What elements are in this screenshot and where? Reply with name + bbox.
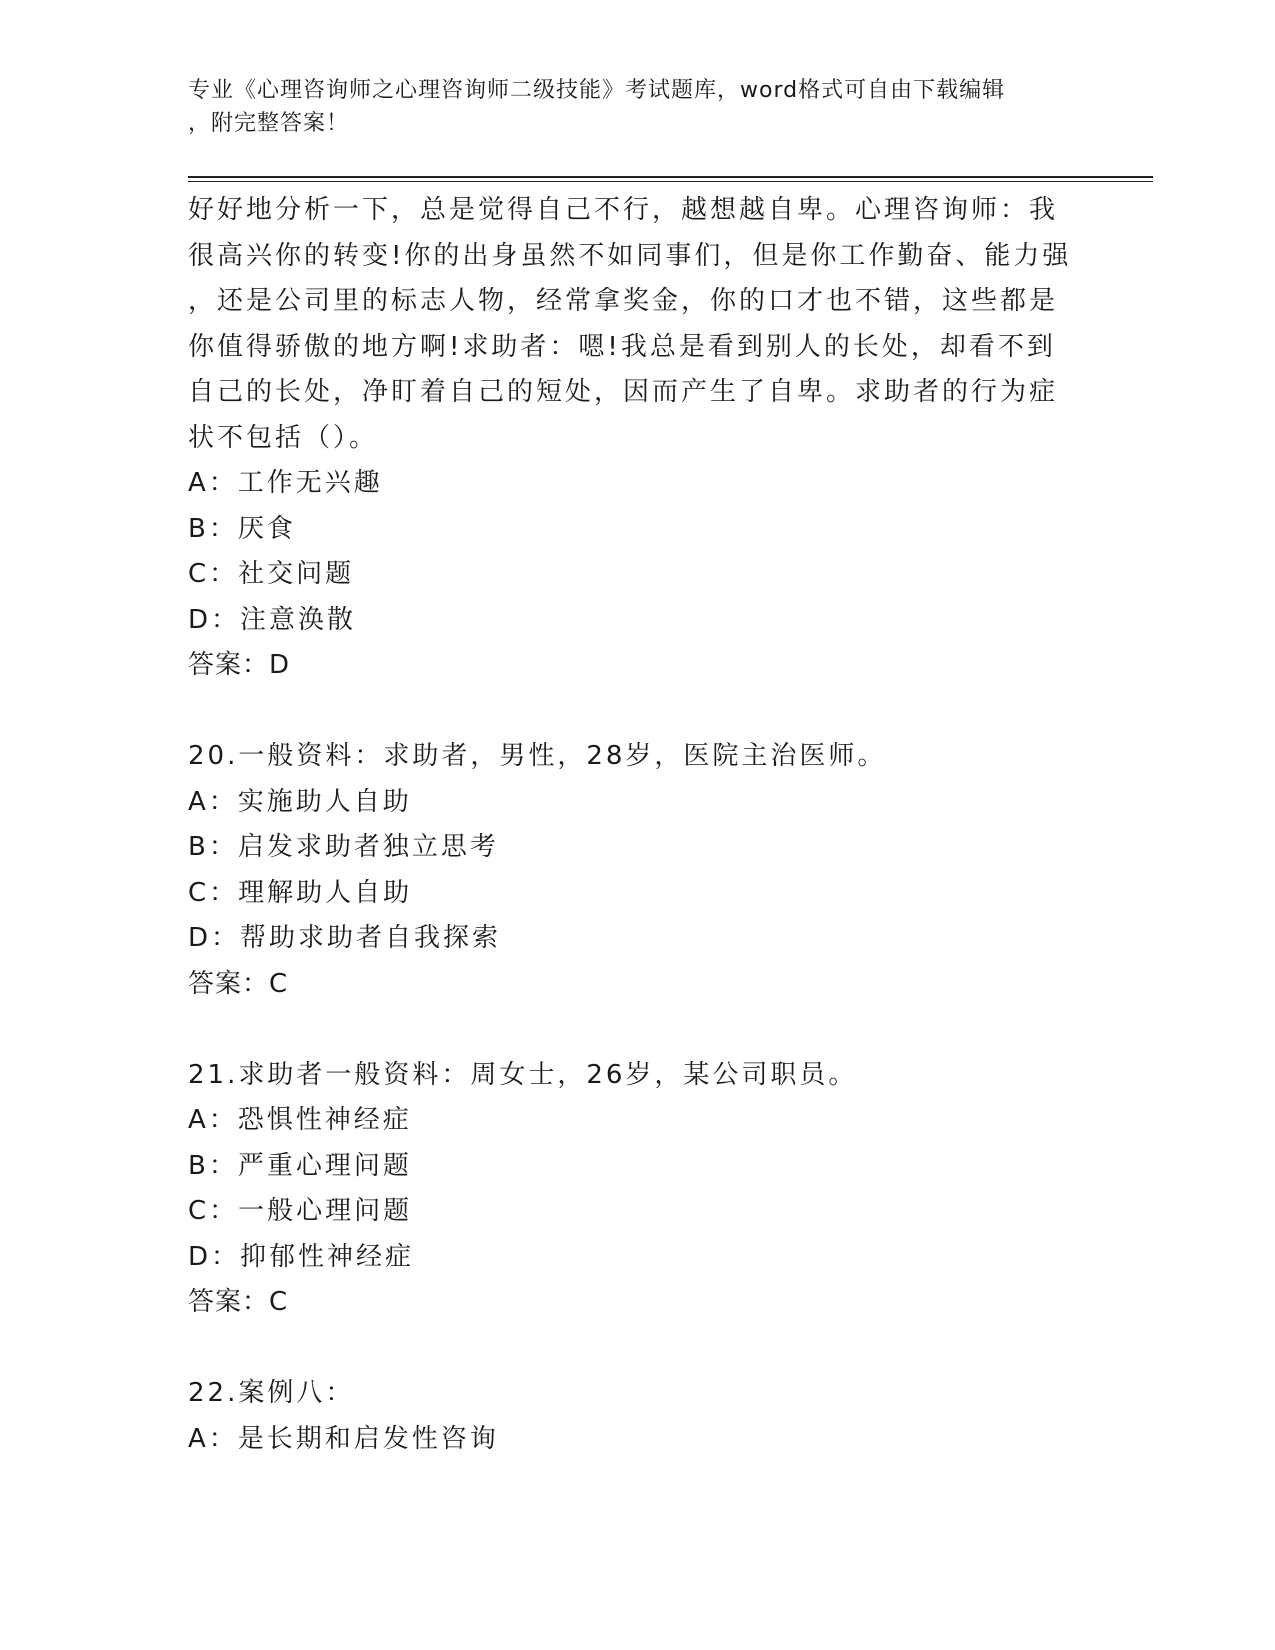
question-stem-line: 很高兴你的转变!你的出身虽然不如同事们，但是你工作勤奋、能力强 bbox=[188, 240, 1072, 271]
question-21 bbox=[188, 1053, 1078, 1326]
option-a: A：工作无兴趣 bbox=[188, 468, 383, 498]
option-a: A：实施助人自助 bbox=[188, 786, 412, 817]
spacer bbox=[188, 1326, 1078, 1372]
question-stem-line: 状不包括（）。 bbox=[188, 422, 379, 453]
document-header bbox=[188, 74, 1068, 140]
answer: 答案：D bbox=[188, 650, 291, 680]
header-title-line-2: ，附完整答案！ bbox=[188, 111, 350, 136]
question-stem: 22.案例八： bbox=[188, 1378, 355, 1408]
question-stem-line: 好好地分析一下，总是觉得自己不行，越想越自卑。心理咨询师：我 bbox=[188, 195, 1059, 225]
question-20 bbox=[188, 734, 1078, 1007]
header-divider-thick bbox=[188, 176, 1153, 178]
option-c: C：理解助人自助 bbox=[188, 877, 413, 908]
question-19 bbox=[188, 188, 1078, 689]
option-c: C：社交问题 bbox=[188, 559, 355, 589]
question-stem-line: ，还是公司里的标志人物，经常拿奖金，你的口才也不错，这些都是 bbox=[188, 286, 1059, 316]
option-a: A：是长期和启发性咨询 bbox=[188, 1423, 499, 1454]
spacer bbox=[188, 1007, 1078, 1053]
question-stem: 20.一般资料：求助者，男性，28岁，医院主治医师。 bbox=[188, 741, 887, 771]
question-22 bbox=[188, 1371, 1078, 1462]
question-stem: 21.求助者一般资料：周女士，26岁，某公司职员。 bbox=[188, 1059, 858, 1090]
header-divider-thin bbox=[188, 181, 1153, 182]
option-c: C：一般心理问题 bbox=[188, 1196, 413, 1226]
spacer bbox=[188, 689, 1078, 735]
option-b: B：严重心理问题 bbox=[188, 1150, 412, 1181]
answer: 答案：C bbox=[188, 968, 289, 999]
question-stem-line: 自己的长处，净盯着自己的短处，因而产生了自卑。求助者的行为症 bbox=[188, 377, 1059, 407]
option-b: B：启发求助者独立思考 bbox=[188, 832, 499, 862]
option-d: D：抑郁性神经症 bbox=[188, 1241, 415, 1272]
document-body bbox=[188, 188, 1078, 1462]
option-d: D：帮助求助者自我探索 bbox=[188, 923, 502, 953]
question-stem-line: 你值得骄傲的地方啊!求助者：嗯!我总是看到别人的长处，却看不到 bbox=[188, 331, 1056, 362]
option-d: D：注意涣散 bbox=[188, 604, 357, 635]
header-title-line-1: 专业《心理咨询师之心理咨询师二级技能》考试题库，word格式可自由下载编辑 bbox=[188, 78, 1006, 103]
answer: 答案：C bbox=[188, 1287, 289, 1317]
option-b: B：厌食 bbox=[188, 513, 296, 544]
option-a: A：恐惧性神经症 bbox=[188, 1105, 412, 1135]
